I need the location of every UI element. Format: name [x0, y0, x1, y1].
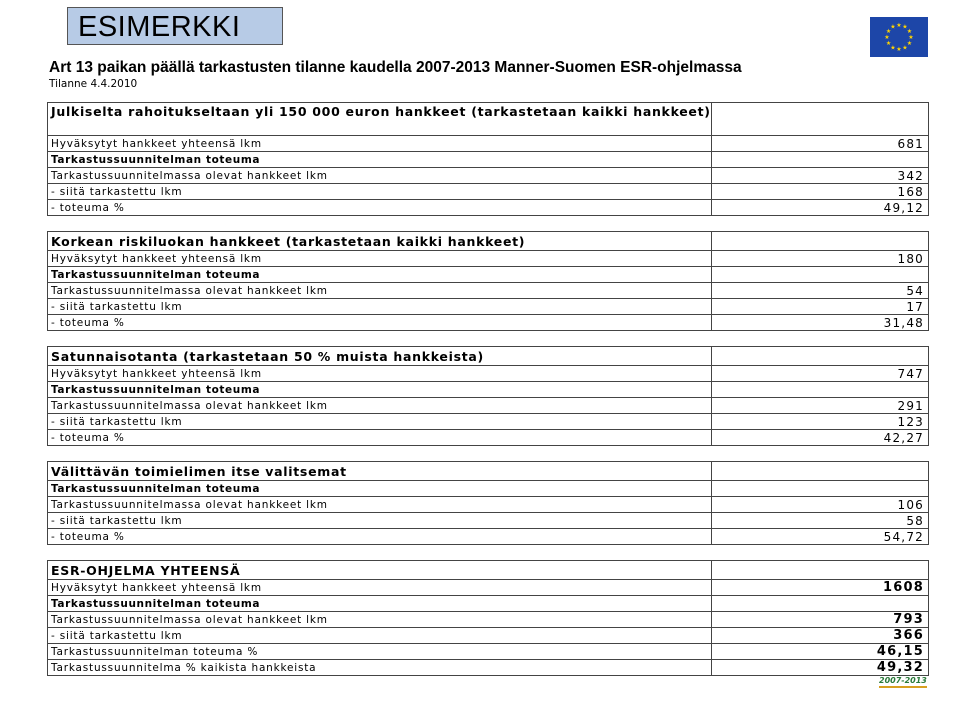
- row-label: - siitä tarkastettu lkm: [47, 628, 711, 644]
- eu-star-icon: ★: [902, 23, 908, 31]
- table-row: [47, 580, 929, 596]
- row-value: 168: [711, 184, 929, 200]
- row-value: 106: [711, 497, 929, 513]
- row-label: Hyväksytyt hankkeet yhteensä lkm: [47, 136, 711, 152]
- table-row: [47, 299, 929, 315]
- table-row: [47, 382, 929, 398]
- row-value: 31,48: [711, 315, 929, 331]
- table-row: [47, 267, 929, 283]
- row-value: [711, 267, 929, 283]
- row-value: 46,15: [711, 644, 929, 660]
- eu-flag-icon: [870, 17, 928, 57]
- section-title: Korkean riskiluokan hankkeet (tarkastetaan kaikki hankkeet): [47, 231, 711, 251]
- section-header: [47, 102, 929, 136]
- table-row: [47, 315, 929, 331]
- section-gap: [47, 446, 929, 461]
- row-label: Tarkastussuunnitelma % kaikista hankkeista: [47, 660, 711, 676]
- table-row: [47, 398, 929, 414]
- row-label: - toteuma %: [47, 200, 711, 216]
- row-value: 291: [711, 398, 929, 414]
- row-value: 42,27: [711, 430, 929, 446]
- row-label: - siitä tarkastettu lkm: [47, 184, 711, 200]
- row-label: Tarkastussuunnitelman toteuma: [47, 596, 711, 612]
- eu-star-icon: ★: [885, 28, 892, 35]
- table-row: [47, 168, 929, 184]
- section-gap: [47, 216, 929, 231]
- row-value: 747: [711, 366, 929, 382]
- row-label: Tarkastussuunnitelmassa olevat hankkeet lkm: [47, 168, 711, 184]
- section-value-cell: [711, 461, 929, 481]
- eu-star-icon: ★: [908, 34, 914, 41]
- table-row: [47, 497, 929, 513]
- programme-period-logo: 2007-2013: [879, 675, 927, 688]
- row-value: 342: [711, 168, 929, 184]
- row-label: Tarkastussuunnitelmassa olevat hankkeet lkm: [47, 398, 711, 414]
- table-row: [47, 414, 929, 430]
- table-row: [47, 644, 929, 660]
- row-label: Tarkastussuunnitelman toteuma: [47, 382, 711, 398]
- table-row: [47, 612, 929, 628]
- section-value-cell: [711, 231, 929, 251]
- eu-star-icon: ★: [890, 23, 896, 31]
- table-row: [47, 136, 929, 152]
- row-value: [711, 152, 929, 168]
- report-heading: Art 13 paikan päällä tarkastusten tilanne kaudella 2007-2013 Manner-Suomen ESR-ohjelmassa: [49, 59, 742, 76]
- status-date: Tilanne 4.4.2010: [49, 78, 138, 90]
- eu-star-icon: ★: [896, 46, 902, 53]
- row-label: Tarkastussuunnitelman toteuma: [47, 481, 711, 497]
- row-value: 17: [711, 299, 929, 315]
- eu-star-icon: ★: [896, 22, 902, 29]
- row-label: - toteuma %: [47, 430, 711, 446]
- row-label: - siitä tarkastettu lkm: [47, 299, 711, 315]
- row-value: 54,72: [711, 529, 929, 545]
- table-row: [47, 481, 929, 497]
- row-label: Tarkastussuunnitelmassa olevat hankkeet lkm: [47, 612, 711, 628]
- row-value: 366: [711, 628, 929, 644]
- row-label: Hyväksytyt hankkeet yhteensä lkm: [47, 580, 711, 596]
- section-header: [47, 346, 929, 366]
- section-header: [47, 461, 929, 481]
- eu-star-icon: ★: [885, 40, 892, 47]
- table-row: [47, 251, 929, 267]
- row-value: 681: [711, 136, 929, 152]
- table-row: [47, 283, 929, 299]
- row-label: - toteuma %: [47, 529, 711, 545]
- section-title: ESR-OHJELMA YHTEENSÄ: [47, 560, 711, 580]
- table-row: [47, 628, 929, 644]
- row-value: [711, 481, 929, 497]
- row-label: Tarkastussuunnitelman toteuma: [47, 267, 711, 283]
- section-value-cell: [711, 560, 929, 580]
- row-label: - siitä tarkastettu lkm: [47, 414, 711, 430]
- section-gap: [47, 331, 929, 346]
- eu-star-icon: ★: [884, 34, 890, 41]
- row-value: 793: [711, 612, 929, 628]
- table-row: [47, 596, 929, 612]
- table-row: [47, 430, 929, 446]
- table-row: [47, 513, 929, 529]
- section-value-cell: [711, 346, 929, 366]
- row-label: - siitä tarkastettu lkm: [47, 513, 711, 529]
- eu-star-icon: ★: [902, 44, 908, 52]
- section-title: Välittävän toimielimen itse valitsemat: [47, 461, 711, 481]
- table-row: [47, 184, 929, 200]
- row-label: Tarkastussuunnitelmassa olevat hankkeet lkm: [47, 497, 711, 513]
- eu-star-icon: ★: [906, 28, 913, 35]
- section-title: Satunnaisotanta (tarkastetaan 50 % muista hankkeista): [47, 346, 711, 366]
- table-row: [47, 660, 929, 676]
- row-value: 123: [711, 414, 929, 430]
- row-value: [711, 382, 929, 398]
- section-value-cell: [711, 102, 929, 136]
- row-value: 1608: [711, 580, 929, 596]
- table-row: [47, 200, 929, 216]
- slide-title: ESIMERKKI: [67, 7, 283, 45]
- table-row: [47, 366, 929, 382]
- eu-star-icon: ★: [906, 40, 913, 47]
- row-value: [711, 596, 929, 612]
- inspection-table: [47, 102, 929, 676]
- section-title: Julkiselta rahoitukseltaan yli 150 000 euron hankkeet (tarkastetaan kaikki hankkeet): [47, 102, 711, 136]
- row-label: Hyväksytyt hankkeet yhteensä lkm: [47, 251, 711, 267]
- section-header: [47, 560, 929, 580]
- eu-stars-icon: [870, 17, 928, 57]
- row-label: Hyväksytyt hankkeet yhteensä lkm: [47, 366, 711, 382]
- row-value: 54: [711, 283, 929, 299]
- eu-star-icon: ★: [890, 44, 896, 52]
- row-label: Tarkastussuunnitelmassa olevat hankkeet lkm: [47, 283, 711, 299]
- row-label: Tarkastussuunnitelman toteuma %: [47, 644, 711, 660]
- section-gap: [47, 545, 929, 560]
- section-header: [47, 231, 929, 251]
- row-value: 58: [711, 513, 929, 529]
- row-value: 49,32: [711, 660, 929, 676]
- row-value: 180: [711, 251, 929, 267]
- table-row: [47, 529, 929, 545]
- table-row: [47, 152, 929, 168]
- row-label: - toteuma %: [47, 315, 711, 331]
- row-label: Tarkastussuunnitelman toteuma: [47, 152, 711, 168]
- row-value: 49,12: [711, 200, 929, 216]
